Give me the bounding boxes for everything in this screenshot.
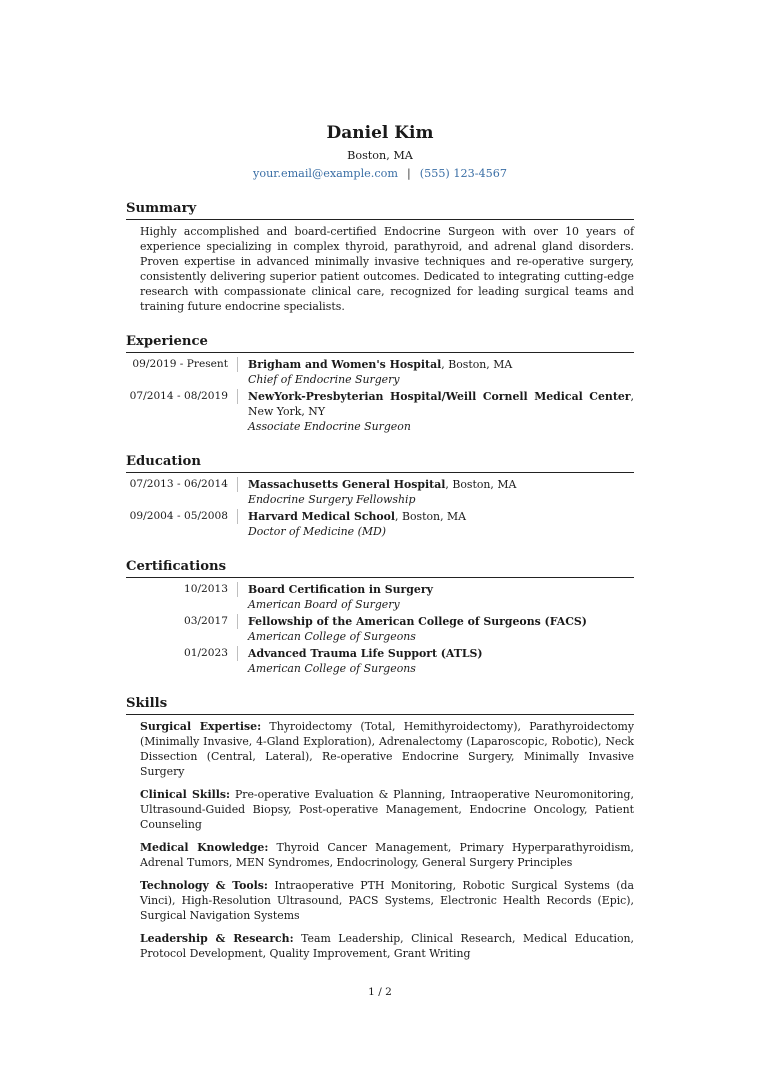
candidate-location: Boston, MA	[347, 149, 413, 162]
certification-entry	[126, 614, 634, 644]
skill-category: Medical Knowledge:	[140, 841, 269, 854]
entry-organization: NewYork-Presbyterian Hospital/Weill Cornell Medical Center	[248, 390, 631, 403]
skill-list: Thyroidectomy (Total, Hemithyroidectomy), Parathyroidectomy (Minimally Invasive, 4-Gland Exploration), Adrenalectomy (Laparoscopic, Robotic), Neck Dissection (Central, Lateral), Re-operative Endocrine Surgery, Minimally Invasive Surgery	[140, 720, 634, 778]
phone-link[interactable]: (555) 123-4567	[419, 167, 507, 180]
skill-list: Thyroid Cancer Management, Primary Hyperparathyroidism, Adrenal Tumors, MEN Syndromes, Endocrinology, General Surgery Principles	[140, 841, 634, 869]
entry-role: American College of Surgeons	[248, 662, 416, 675]
contact-line	[126, 166, 634, 181]
certification-entry	[126, 582, 634, 612]
entry-role: Associate Endocrine Surgeon	[248, 420, 411, 433]
contact-separator: |	[406, 167, 411, 180]
entry-body	[248, 582, 634, 612]
experience-heading: Experience	[126, 334, 634, 353]
resume-page	[126, 122, 634, 961]
entry-organization: Board Certification in Surgery	[248, 583, 433, 596]
certifications-heading: Certifications	[126, 559, 634, 578]
entry-place: , Boston, MA	[441, 358, 513, 371]
certifications-section	[126, 559, 634, 676]
entry-date: 09/2019 - Present	[126, 357, 238, 372]
entry-body	[248, 477, 634, 507]
entry-body	[248, 357, 634, 387]
skill-category: Clinical Skills:	[140, 788, 231, 801]
education-entry	[126, 509, 634, 539]
skill-list: Pre-operative Evaluation & Planning, Intraoperative Neuromonitoring, Ultrasound-Guided Biopsy, Post-operative Management, Endocrine Oncology, Patient Counseling	[140, 788, 634, 831]
candidate-name: Daniel Kim	[326, 123, 434, 143]
summary-text: Highly accomplished and board-certified Endocrine Surgeon with over 10 years of experience specializing in complex thyroid, parathyroid, and adrenal gland disorders. Proven expertise in advanced minimally invasive techniques and re-operative surgery, consistently delivering superior patient outcomes. Dedicated to integrating cutting-edge research with compassionate clinical care, recognized for leading surgical teams and training future endocrine specialists.	[140, 225, 634, 313]
entry-role: Endocrine Surgery Fellowship	[248, 493, 416, 506]
entry-date: 09/2004 - 05/2008	[126, 509, 238, 524]
skill-category: Technology & Tools:	[140, 879, 268, 892]
skill-group	[126, 719, 634, 779]
entry-date: 07/2014 - 08/2019	[126, 389, 238, 404]
experience-section	[126, 334, 634, 434]
education-heading: Education	[126, 454, 634, 473]
entry-place-line: New York, NY	[248, 405, 326, 418]
skill-list: Intraoperative PTH Monitoring, Robotic Surgical Systems (da Vinci), High-Resolution Ultrasound, PACS Systems, Electronic Health Records (Epic), Surgical Navigation Systems	[140, 879, 634, 922]
skill-group	[126, 840, 634, 870]
entry-organization: Brigham and Women's Hospital	[248, 358, 442, 371]
page-number: 1 / 2	[368, 986, 392, 998]
entry-organization: Massachusetts General Hospital	[248, 478, 446, 491]
entry-date: 10/2013	[126, 582, 238, 597]
entry-place: , Boston, MA	[395, 510, 467, 523]
skill-category: Leadership & Research:	[140, 932, 294, 945]
experience-entry	[126, 357, 634, 387]
certification-entry	[126, 646, 634, 676]
entry-organization: Harvard Medical School	[248, 510, 396, 523]
education-section	[126, 454, 634, 539]
summary-heading: Summary	[126, 201, 634, 220]
skill-list: Team Leadership, Clinical Research, Medical Education, Protocol Development, Quality Improvement, Grant Writing	[140, 932, 634, 960]
education-entry	[126, 477, 634, 507]
entry-body	[248, 509, 634, 539]
entry-role: Doctor of Medicine (MD)	[248, 525, 386, 538]
skill-group	[126, 931, 634, 961]
skills-section	[126, 696, 634, 961]
skills-heading: Skills	[126, 696, 634, 715]
entry-organization: Fellowship of the American College of Surgeons (FACS)	[248, 615, 587, 628]
resume-header	[126, 122, 634, 181]
entry-place: ,	[630, 390, 634, 403]
entry-organization: Advanced Trauma Life Support (ATLS)	[248, 647, 483, 660]
entry-place: , Boston, MA	[445, 478, 517, 491]
summary-section	[126, 201, 634, 314]
entry-role: Chief of Endocrine Surgery	[248, 373, 400, 386]
email-link[interactable]: your.email@example.com	[253, 167, 398, 180]
entry-date: 07/2013 - 06/2014	[126, 477, 238, 492]
entry-org-line	[248, 389, 634, 404]
entry-body	[248, 614, 634, 644]
entry-body	[248, 646, 634, 676]
entry-date: 03/2017	[126, 614, 238, 629]
entry-role: American College of Surgeons	[248, 630, 416, 643]
entry-date: 01/2023	[126, 646, 238, 661]
skill-group	[126, 787, 634, 832]
skill-category: Surgical Expertise:	[140, 720, 262, 733]
skill-group	[126, 878, 634, 923]
entry-role: American Board of Surgery	[248, 598, 400, 611]
experience-entry	[126, 389, 634, 434]
entry-body	[248, 389, 634, 434]
